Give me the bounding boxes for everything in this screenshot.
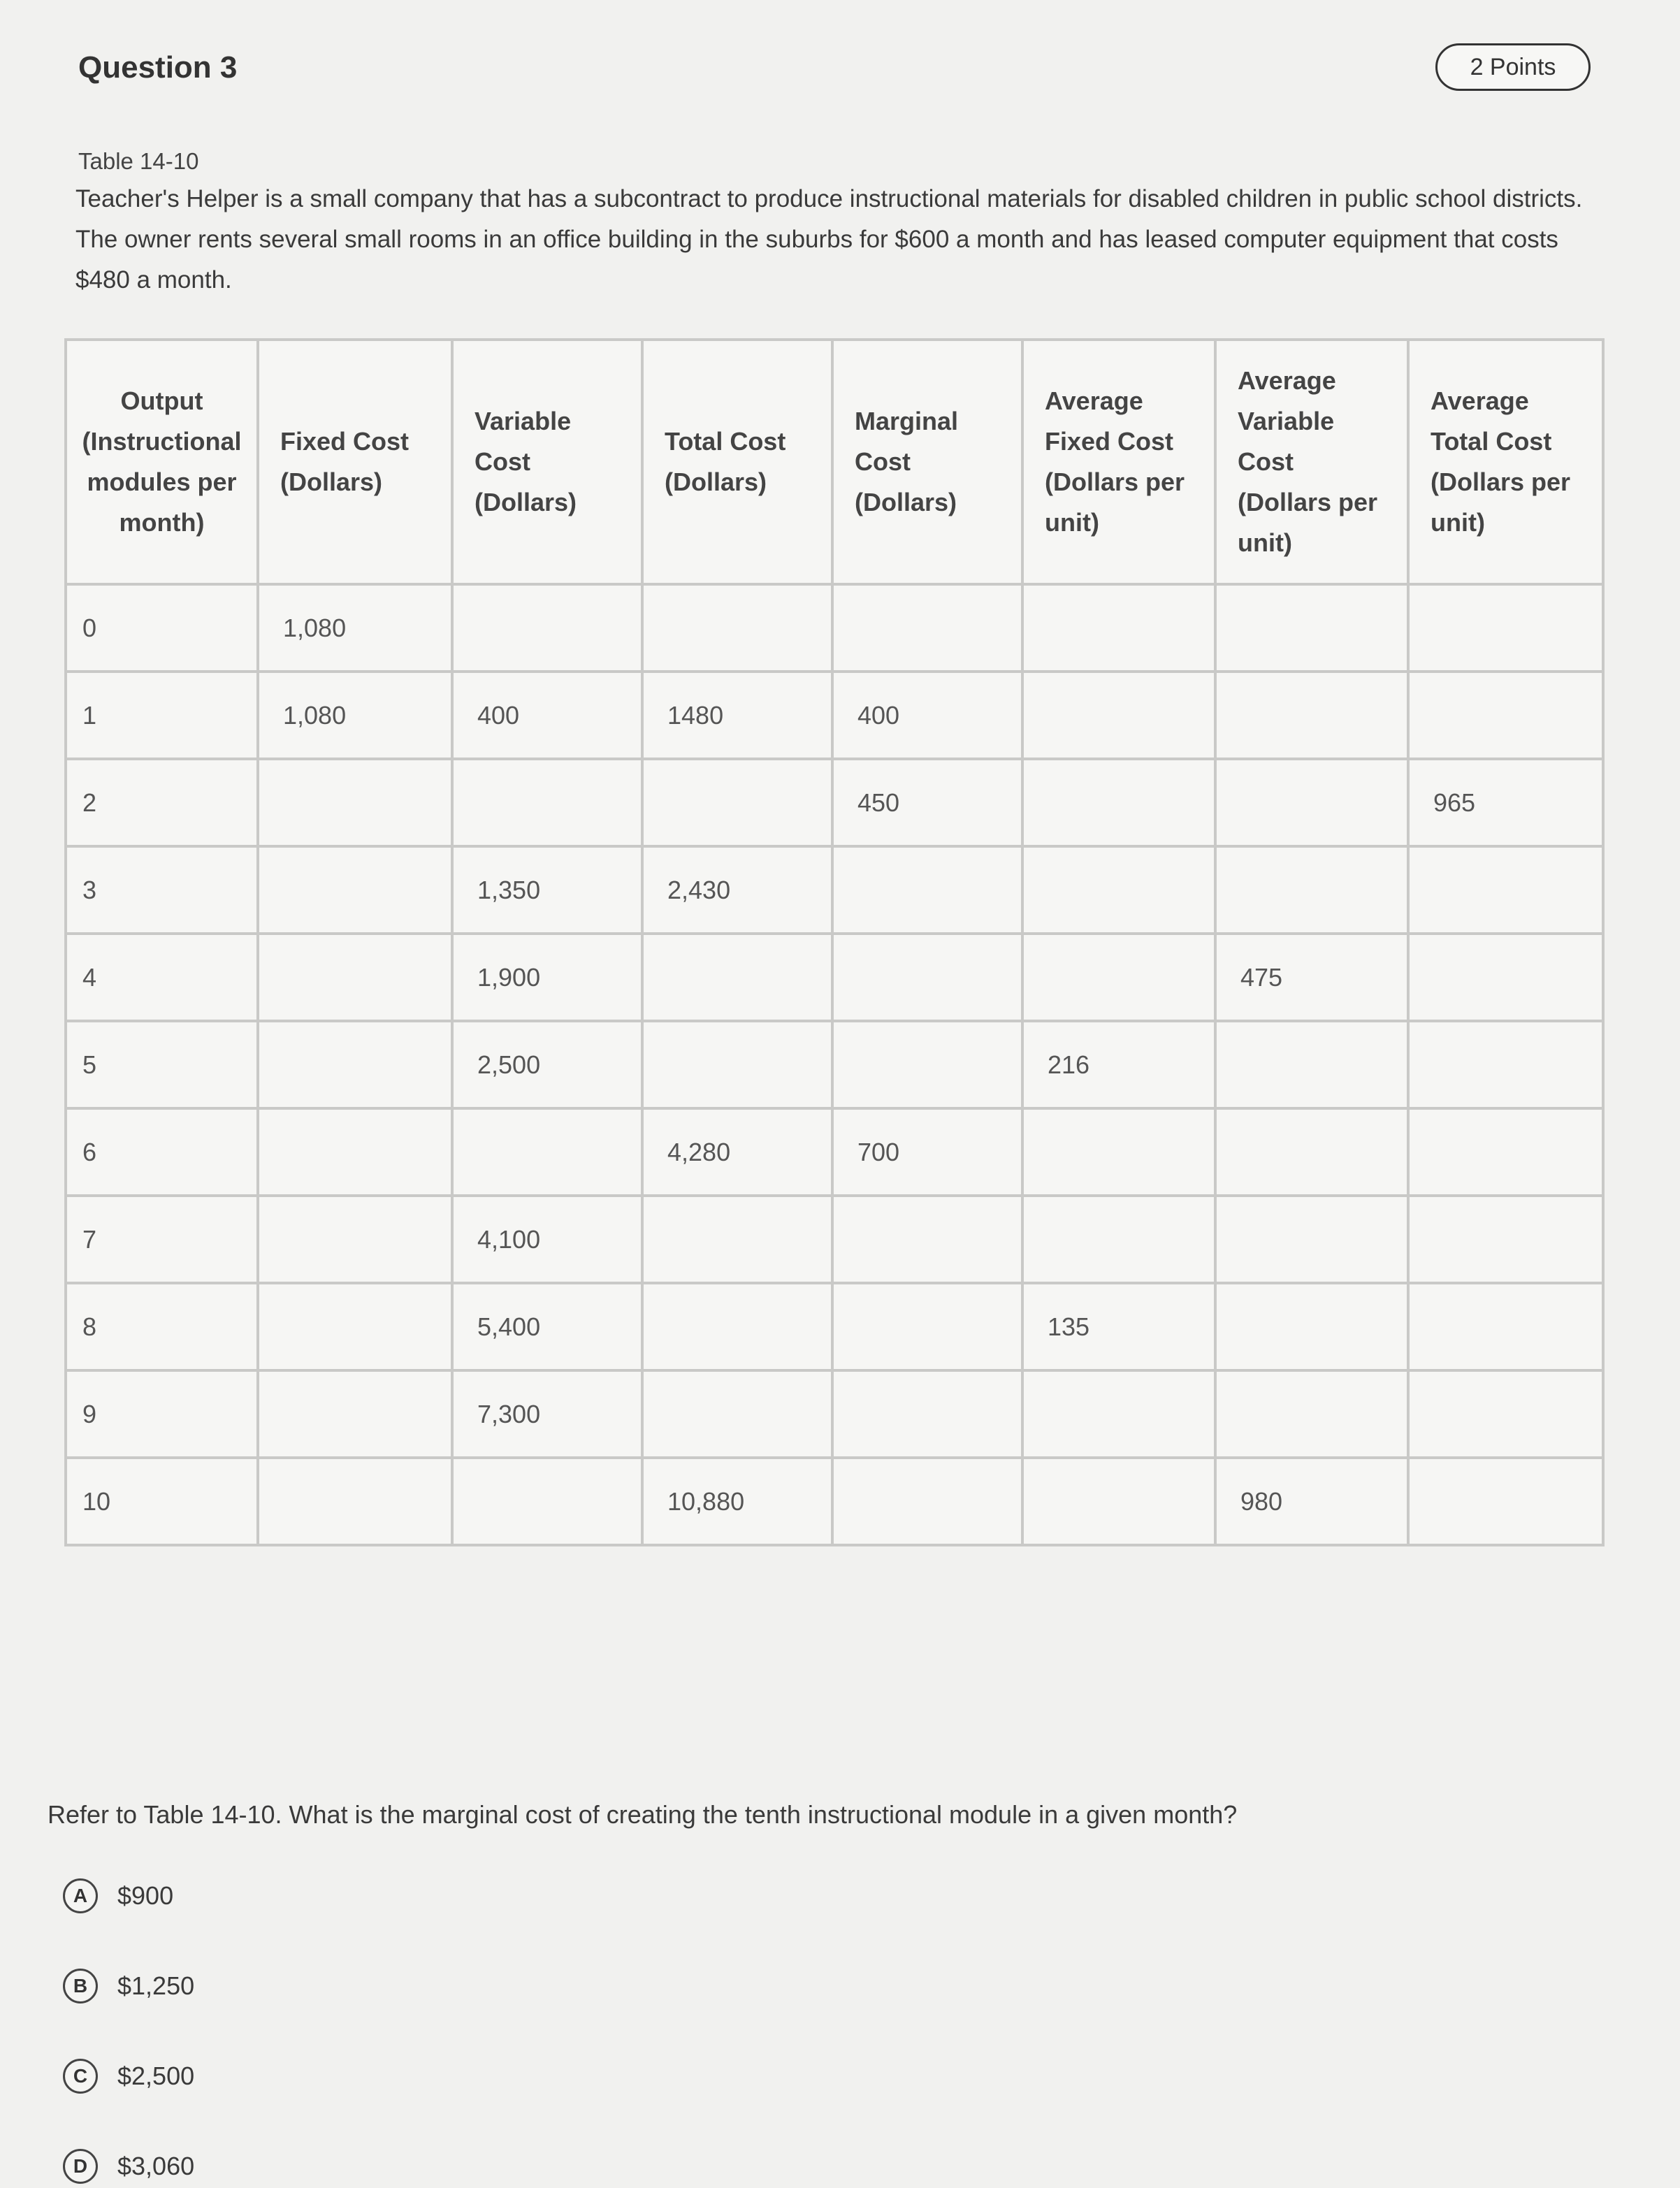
table-cell (832, 1196, 1022, 1283)
table-cell: 2,430 (642, 846, 832, 934)
table-row (66, 759, 1603, 846)
option-c-label[interactable]: $2,500 (117, 2062, 195, 2090)
option-c[interactable] (63, 2059, 194, 2094)
table-row (66, 934, 1603, 1021)
table-cell: 10,880 (642, 1458, 832, 1545)
header-fixed-cost: Fixed Cost (Dollars) (258, 340, 452, 584)
option-d-radio[interactable]: D (63, 2149, 98, 2184)
table-cell (258, 846, 452, 934)
table-cell (642, 1370, 832, 1458)
question-prompt: Refer to Table 14-10. What is the marginal cost of creating the tenth instructional module in a given month? (48, 1800, 1238, 1829)
table-row (66, 1458, 1603, 1545)
table-cell (1408, 934, 1603, 1021)
table-cell (1215, 1021, 1408, 1108)
table-cell (1408, 1108, 1603, 1196)
table-cell: 1 (66, 672, 258, 759)
table-row (66, 1196, 1603, 1283)
table-cell: 1,350 (452, 846, 642, 934)
option-a[interactable] (63, 1878, 173, 1913)
table-cell: 700 (832, 1108, 1022, 1196)
table-cell: 8 (66, 1283, 258, 1370)
table-cell (832, 1021, 1022, 1108)
table-cell: 1,080 (258, 672, 452, 759)
table-cell (452, 584, 642, 672)
table-cell (642, 584, 832, 672)
table-cell (1408, 1196, 1603, 1283)
table-row (66, 1283, 1603, 1370)
header-average-variable-cost: Average Variable Cost (Dollars per unit) (1215, 340, 1408, 584)
table-row (66, 1021, 1603, 1108)
table-cell (642, 1283, 832, 1370)
table-cell (1215, 672, 1408, 759)
table-header-row (66, 340, 1603, 584)
table-cell (258, 1283, 452, 1370)
table-cell (832, 846, 1022, 934)
question-intro: Teacher's Helper is a small company that has a subcontract to produce instructional materials for disabled children in public school districts. The owner rents several small rooms in an office building in the suburbs for $600 a month and has leased computer equipment that costs $480 a month. (75, 185, 1583, 294)
table-cell (1408, 1370, 1603, 1458)
option-a-label[interactable]: $900 (117, 1881, 174, 1910)
table-cell: 216 (1022, 1021, 1215, 1108)
table-cell (832, 584, 1022, 672)
table-cell (642, 934, 832, 1021)
table-cell: 965 (1408, 759, 1603, 846)
option-b-radio[interactable]: B (63, 1969, 98, 2004)
table-cell: 4,100 (452, 1196, 642, 1283)
table-cell (1408, 672, 1603, 759)
table-cell (832, 1458, 1022, 1545)
table-cell (452, 1458, 642, 1545)
header-marginal-cost: Marginal Cost (Dollars) (832, 340, 1022, 584)
table-cell: 1,900 (452, 934, 642, 1021)
table-cell (1022, 1196, 1215, 1283)
table-cell: 10 (66, 1458, 258, 1545)
table-cell (1022, 1458, 1215, 1545)
table-cell: 2,500 (452, 1021, 642, 1108)
table-cell (258, 934, 452, 1021)
table-cell (1408, 846, 1603, 934)
table-cell: 7,300 (452, 1370, 642, 1458)
table-cell: 450 (832, 759, 1022, 846)
table-cell: 4 (66, 934, 258, 1021)
table-cell: 475 (1215, 934, 1408, 1021)
table-cell: 9 (66, 1370, 258, 1458)
table-cell (258, 1370, 452, 1458)
table-cell (1022, 759, 1215, 846)
table-cell: 400 (452, 672, 642, 759)
table-cell: 5,400 (452, 1283, 642, 1370)
table-cell (258, 759, 452, 846)
table-cell (1215, 1370, 1408, 1458)
header-total-cost: Total Cost (Dollars) (642, 340, 832, 584)
table-cell: 5 (66, 1021, 258, 1108)
table-cell (1215, 1196, 1408, 1283)
table-row (66, 1370, 1603, 1458)
table-caption: Table 14-10 (78, 148, 199, 174)
table-cell: 4,280 (642, 1108, 832, 1196)
table-cell (258, 1196, 452, 1283)
table-cell (258, 1458, 452, 1545)
table-cell (832, 934, 1022, 1021)
table-cell: 980 (1215, 1458, 1408, 1545)
table-cell (1408, 584, 1603, 672)
option-d[interactable] (63, 2149, 194, 2184)
table-cell (1022, 1370, 1215, 1458)
table-cell: 7 (66, 1196, 258, 1283)
table-cell (1215, 759, 1408, 846)
table-cell: 6 (66, 1108, 258, 1196)
table-cell (832, 1283, 1022, 1370)
table-cell (258, 1108, 452, 1196)
header-average-total-cost: Average Total Cost (Dollars per unit) (1408, 340, 1603, 584)
table-cell (1215, 846, 1408, 934)
table-cell (452, 1108, 642, 1196)
table-cell (642, 1021, 832, 1108)
table-cell: 2 (66, 759, 258, 846)
table-row (66, 846, 1603, 934)
table-cell (1215, 1283, 1408, 1370)
table-cell: 1,080 (258, 584, 452, 672)
table-cell (1022, 934, 1215, 1021)
option-b-label[interactable]: $1,250 (117, 1971, 195, 2000)
table-cell (642, 759, 832, 846)
table-cell: 135 (1022, 1283, 1215, 1370)
table-cell (258, 1021, 452, 1108)
option-c-radio[interactable]: C (63, 2059, 98, 2094)
table-cell (832, 1370, 1022, 1458)
table-cell (1408, 1283, 1603, 1370)
cost-table (64, 338, 1605, 1546)
table-row (66, 1108, 1603, 1196)
table-cell: 1480 (642, 672, 832, 759)
table-cell (1022, 846, 1215, 934)
table-body (66, 584, 1603, 1545)
table-row (66, 672, 1603, 759)
option-d-label[interactable]: $3,060 (117, 2152, 195, 2180)
option-a-radio[interactable]: A (63, 1878, 98, 1913)
option-b[interactable] (63, 1969, 194, 2004)
table-cell (1215, 1108, 1408, 1196)
header-average-fixed-cost: Average Fixed Cost (Dollars per unit) (1022, 340, 1215, 584)
table-cell (452, 759, 642, 846)
header-output: Output (Instructional modules per month) (66, 340, 258, 584)
table-cell (1022, 1108, 1215, 1196)
table-cell: 3 (66, 846, 258, 934)
table-cell (1408, 1021, 1603, 1108)
table-cell: 0 (66, 584, 258, 672)
table-cell: 400 (832, 672, 1022, 759)
question-title: Question 3 (78, 50, 238, 85)
table-cell (1022, 672, 1215, 759)
table-row (66, 584, 1603, 672)
table-cell (1408, 1458, 1603, 1545)
table-cell (1215, 584, 1408, 672)
table-cell (1022, 584, 1215, 672)
points-badge: 2 Points (1435, 43, 1591, 91)
header-variable-cost: Variable Cost (Dollars) (452, 340, 642, 584)
table-cell (642, 1196, 832, 1283)
